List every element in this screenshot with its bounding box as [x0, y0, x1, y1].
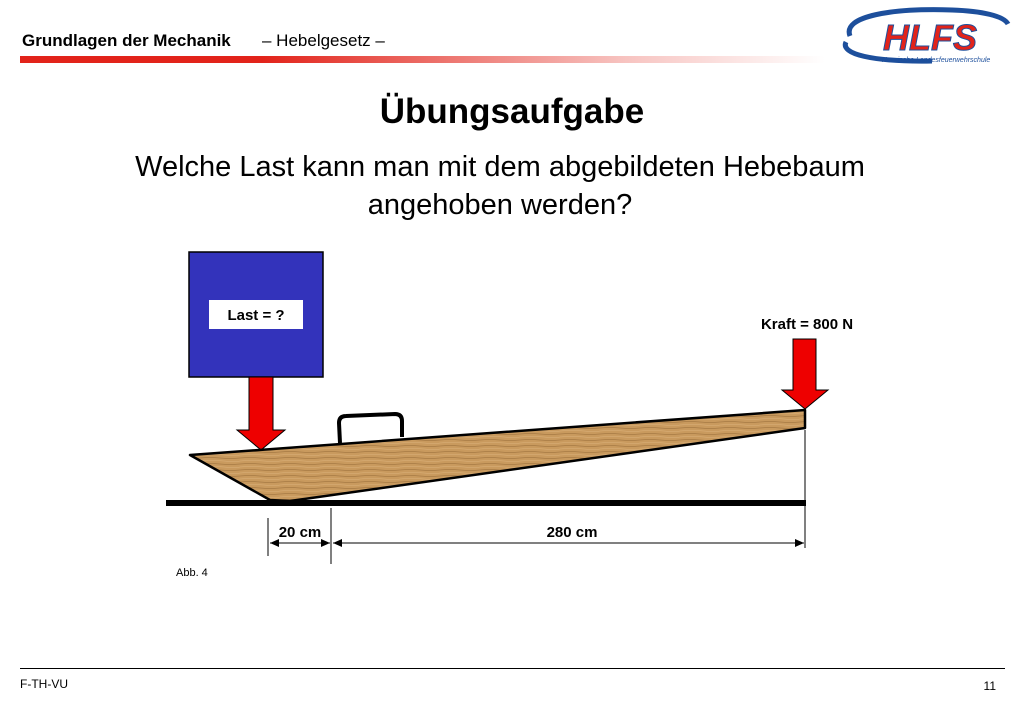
dim-long-label: 280 cm: [546, 524, 598, 541]
slide-heading: Übungsaufgabe: [379, 92, 645, 131]
load-label: Last = ?: [227, 307, 285, 324]
question-text: Welche Last kann man mit dem abgebildeten Hebebaum angehoben werden?: [135, 151, 865, 221]
header-title: Grundlagen der Mechanik: [22, 31, 231, 50]
header-subtitle: – Hebelgesetz –: [262, 31, 385, 50]
footer-divider: [20, 668, 1005, 669]
footer-code: F-TH-VU: [20, 677, 68, 691]
logo-tagline: Hessische Landesfeuerwehrschule: [881, 57, 991, 64]
lever-beam: [190, 410, 805, 501]
force-label: Kraft = 800 N: [760, 316, 854, 333]
page-number: 11: [983, 679, 996, 693]
force-arrow: [782, 339, 828, 409]
ground-line: [166, 500, 806, 506]
logo-text: HLFS: [883, 17, 977, 58]
lever-handle: [339, 414, 402, 443]
load-arrow: [237, 377, 285, 450]
dim-short-label: 20 cm: [278, 524, 322, 541]
figure-caption: Abb. 4: [176, 567, 208, 579]
